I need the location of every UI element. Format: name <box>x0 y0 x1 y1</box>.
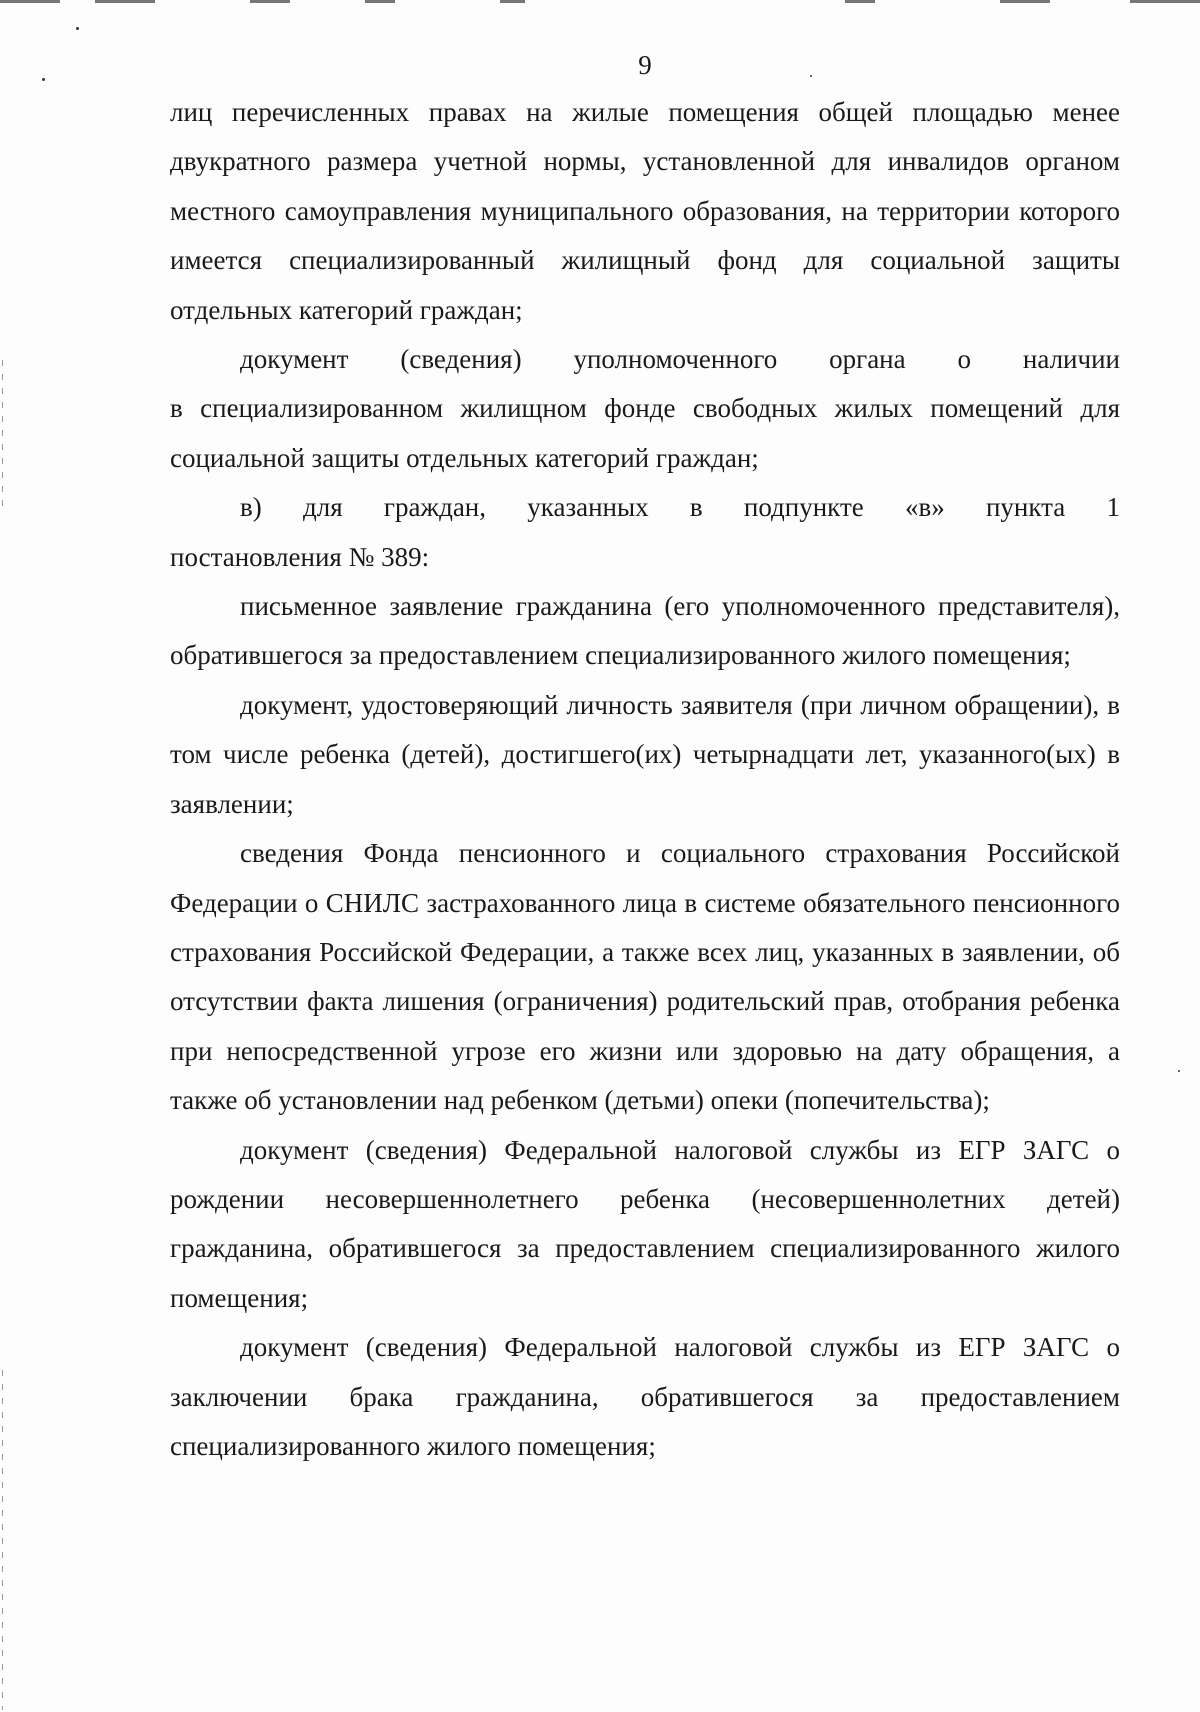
scan-edge-artifact <box>1130 0 1200 3</box>
paragraph: сведения Фонда пенсионного и социального страхования Российской Федерации о СНИЛС застрахованного лица в системе обязательного пенсионного страхования Российской Федерации, а также всех лиц, указанных в заявлении, об отсутствии факта лишения (ограничения) родительский прав, отобрания ребенка при непосредственной угрозе его жизни или здоровью на дату обращения, а также об установлении над ребенком (детьми) опеки (попечительства); <box>170 838 1120 1116</box>
page-number: 9 <box>638 50 652 80</box>
paragraph: документ, удостоверяющий личность заявителя (при личном обращении), в том числе ребенка (детей), достигшего(их) четырнадцати лет, указанного(ых) в заявлении; <box>170 689 1120 819</box>
scan-speck <box>76 27 79 30</box>
scan-edge-artifact <box>0 0 60 3</box>
paragraph: письменное заявление гражданина (его уполномоченного представителя), обратившегося за предоставлением специализированного жилого помещения; <box>170 591 1120 671</box>
scan-edge-artifact <box>250 0 290 3</box>
scan-edge-artifact <box>845 0 875 3</box>
scan-edge-artifact <box>500 0 525 3</box>
scan-edge-artifact <box>95 0 155 3</box>
document-body <box>170 88 1120 1471</box>
paragraph: документ (сведения) Федеральной налоговой службы из ЕГР ЗАГС о заключении брака гражданина, обратившегося за предоставлением специализированного жилого помещения; <box>170 1332 1120 1461</box>
scan-edge-artifact <box>365 0 395 3</box>
paragraph <box>170 335 1120 483</box>
paragraph <box>170 483 1120 582</box>
scan-edge-artifact <box>2 1370 3 1710</box>
paragraph-continuation: постановления № 389: <box>170 541 430 572</box>
paragraph: документ (сведения) Федеральной налоговой службы из ЕГР ЗАГС о рождении несовершеннолетнего ребенка (несовершеннолетних детей) гражданина, обратившегося за предоставлением специализированного жилого помещения; <box>170 1134 1120 1313</box>
paragraph: лиц перечисленных правах на жилые помещения общей площадью менее двукратного размера учетной нормы, установленной для инвалидов органом местного самоуправления муниципального образования, на территории которого имеется специализированный жилищный фонд для социальной защиты отдельных категорий граждан; <box>170 97 1120 325</box>
paragraph-continuation: в специализированном жилищном фонде свободных жилых помещений для социальной защиты отдельных категорий граждан; <box>170 393 1120 473</box>
scan-edge-artifact <box>1000 0 1050 3</box>
scan-edge-artifact <box>2 360 3 510</box>
scan-speck <box>1178 1070 1180 1072</box>
paragraph-first-line: документ (сведения) уполномоченного органа о наличии <box>240 344 1120 375</box>
paragraph-first-line: в) для граждан, указанных в подпункте «в» пункта 1 <box>240 492 1120 523</box>
